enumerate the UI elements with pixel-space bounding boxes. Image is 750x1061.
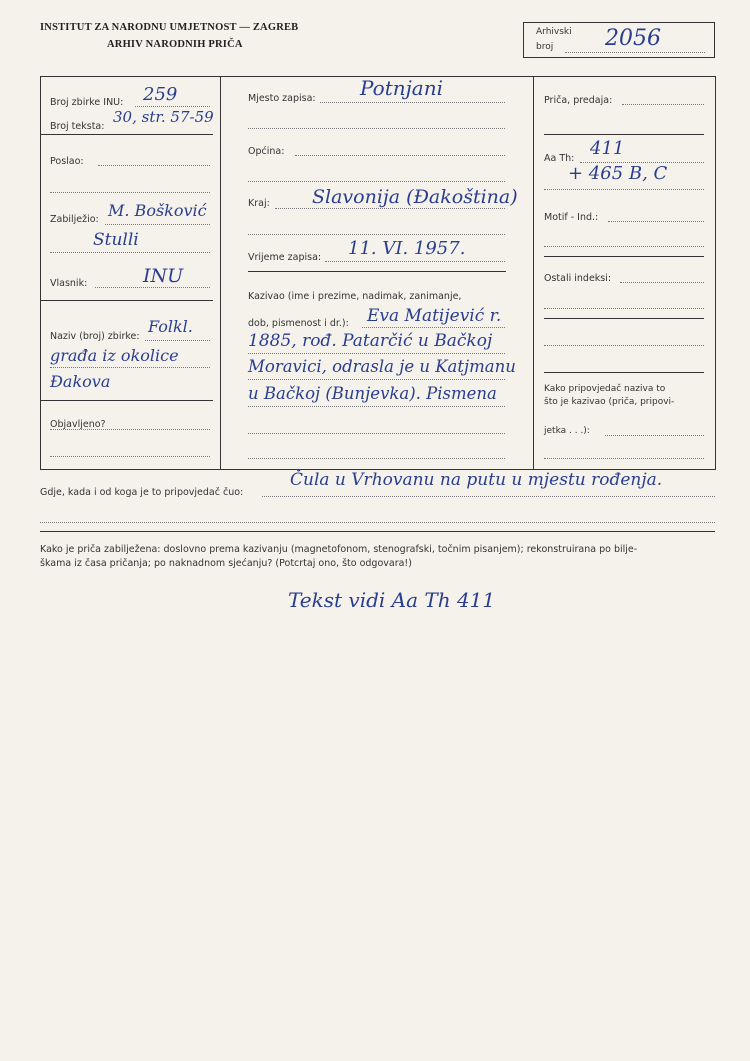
mjesto-label: Mjesto zapisa:	[248, 93, 316, 104]
zbirka-value: 259	[143, 84, 178, 105]
kako-zabiljezena-line-1: Kako je priča zabilježena: doslovno prema kazivanju (magnetofonom, stenografski, točnim pisanjem); rekonstruirana po bilje-	[40, 544, 638, 555]
vlasnik-value: INU	[143, 265, 184, 287]
kraj-value: Slavonija (Đakoština)	[312, 186, 518, 208]
kazivao-value-4: u Bačkoj (Bunjevka). Pismena	[248, 384, 497, 403]
motif-label: Motif - Ind.:	[544, 212, 599, 223]
poslao-label: Poslao:	[50, 156, 84, 167]
vrijeme-label: Vrijeme zapisa:	[248, 252, 322, 263]
kazivao-label-2: dob, pismenost i dr.):	[248, 318, 349, 329]
main-form-frame	[40, 76, 716, 470]
archive-number-label: Arhivski	[536, 27, 572, 37]
gdje-value: Čula u Vrhovanu na putu u mjestu rođenja.	[290, 470, 663, 490]
archive-number-value: 2056	[605, 26, 661, 51]
vrijeme-value: 11. VI. 1957.	[348, 238, 466, 259]
kazivao-value-2: 1885, rođ. Patarčić u Bačkoj	[248, 331, 493, 351]
naziv-value-2: građa iz okolice	[50, 346, 179, 365]
naziv-label: Naziv (broj) zbirke:	[50, 331, 140, 342]
kako-naziva-label-1: Kako pripovjedač naziva to	[544, 384, 666, 394]
aath-value-1: 411	[590, 138, 625, 159]
teksta-label: Broj teksta:	[50, 121, 105, 132]
gdje-label: Gdje, kada i od koga je to pripovjedač čuo:	[40, 487, 244, 498]
zabiljezio-label: Zabilježio:	[50, 214, 99, 225]
kako-zabiljezena-line-2: škama iz časa pričanja; po naknadnom sjećanju? (Potcrtaj ono, što odgovara!)	[40, 558, 412, 569]
mjesto-value: Potnjani	[360, 76, 444, 100]
opcina-label: Općina:	[248, 146, 285, 157]
ostali-label: Ostali indeksi:	[544, 273, 612, 284]
archive-title: ARHIV NARODNIH PRIČA	[107, 39, 243, 50]
kazivao-value-3: Moravici, odrasla je u Katjmanu	[248, 357, 516, 376]
naziv-value-3: Đakova	[50, 372, 111, 391]
zbirka-label: Broj zbirke INU:	[50, 97, 124, 108]
kraj-label: Kraj:	[248, 198, 270, 209]
zabiljezio-value: M. Bošković	[108, 201, 207, 220]
archive-number-label-2: broj	[536, 42, 554, 52]
naziv-value: Folkl.	[148, 317, 193, 336]
kazivao-value-1: Eva Matijević r.	[367, 306, 502, 326]
kako-naziva-label-3: jetka . . .):	[544, 426, 590, 436]
kazivao-label: Kazivao (ime i prezime, nadimak, zanimanje,	[248, 291, 462, 302]
vlasnik-label: Vlasnik:	[50, 278, 88, 289]
aath-label: Aa Th:	[544, 153, 575, 164]
aath-value-2: + 465 B, C	[568, 163, 668, 184]
teksta-value: 30, str. 57-59	[113, 108, 214, 126]
footnote-handwritten: Tekst vidi Aa Th 411	[288, 588, 496, 612]
objavljeno-label: Objavljeno?	[50, 419, 106, 430]
prica-label: Priča, predaja:	[544, 95, 613, 106]
zabiljezio-value-2: Stulli	[93, 230, 139, 250]
kako-naziva-label-2: što je kazivao (priča, pripovi-	[544, 397, 675, 407]
institute-title: INSTITUT ZA NARODNU UMJETNOST — ZAGREB	[40, 22, 299, 33]
